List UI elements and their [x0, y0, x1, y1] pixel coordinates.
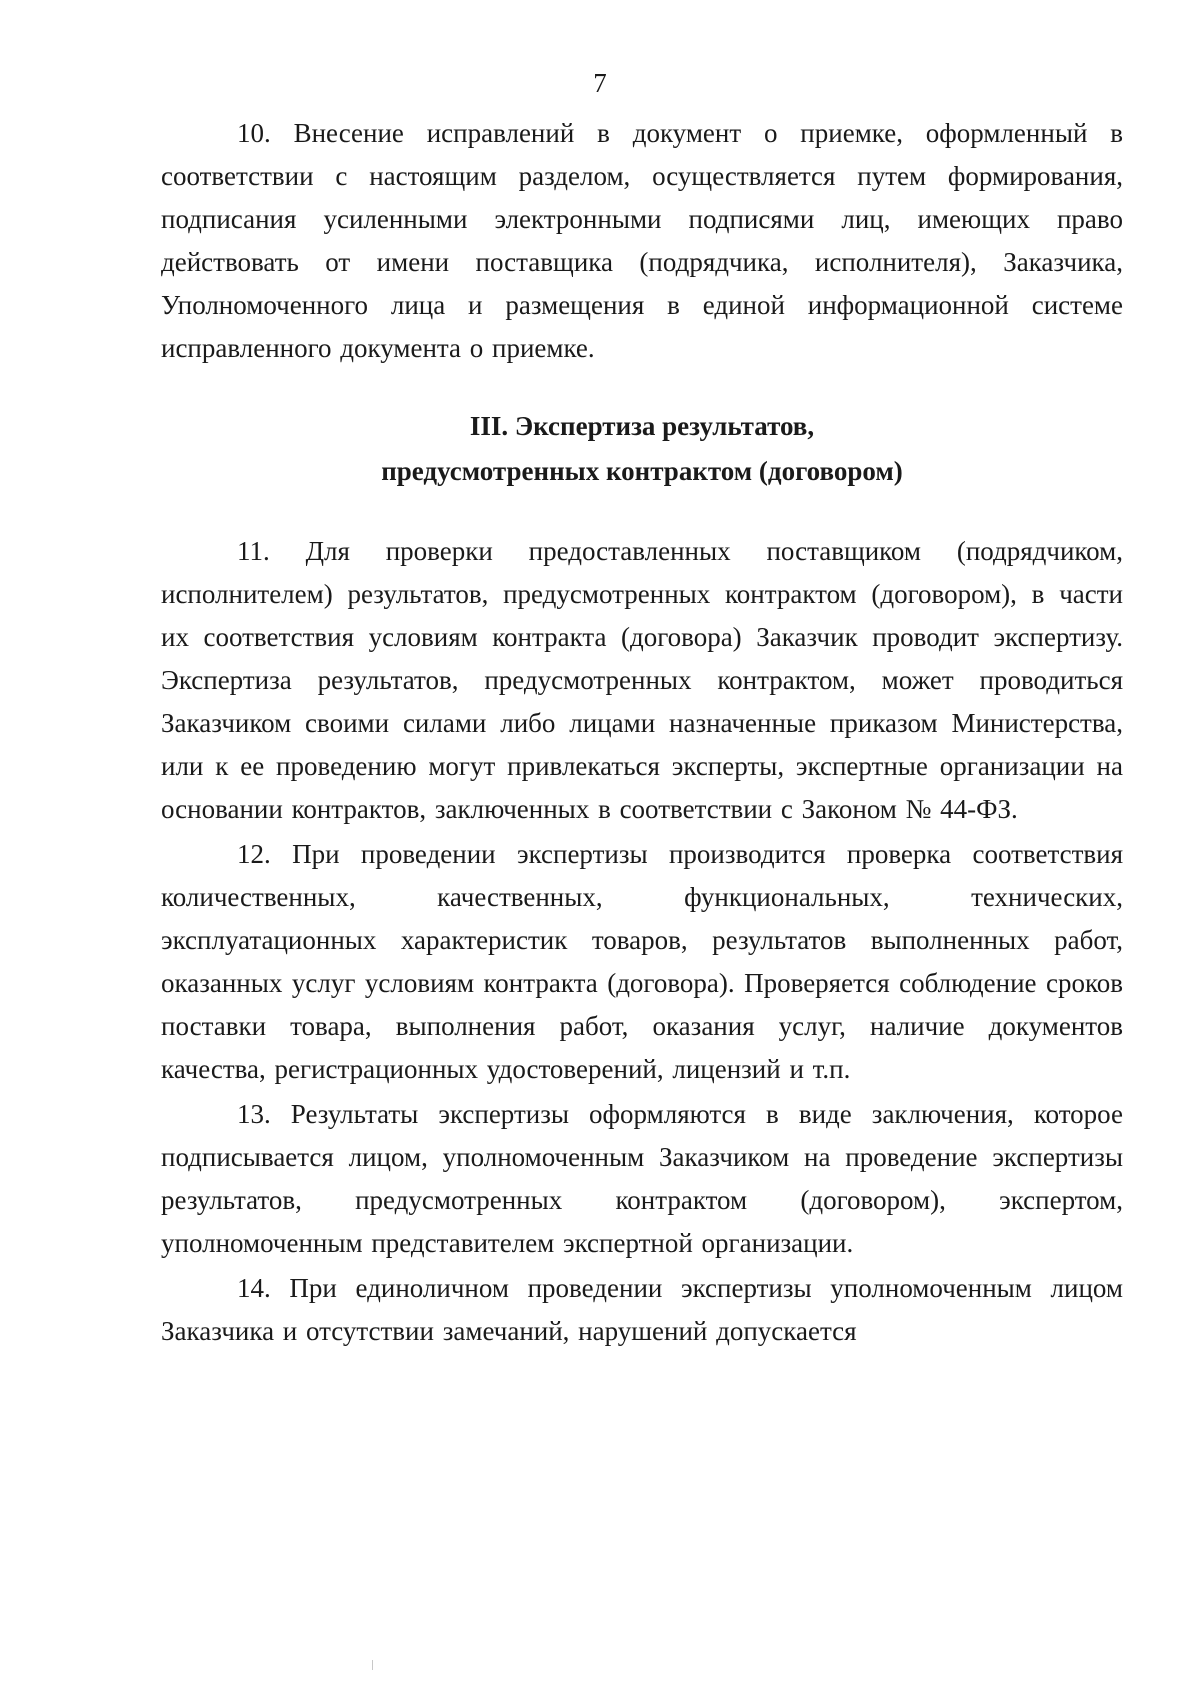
section-heading	[161, 404, 1123, 494]
paragraph-10: 10. Внесение исправлений в документ о приемке, оформленный в соответствии с настоящим разделом, осуществляется путем формирования, подписания усиленными электронными подписями лиц, имеющих право действовать от имени поставщика (подрядчика, исполнителя), Заказчика, Уполномоченного лица и размещения в единой информационной системе исправленного документа о приемке.	[161, 118, 1123, 363]
scan-speck	[372, 1660, 373, 1670]
paragraph-14: 14. При единоличном проведении экспертизы уполномоченным лицом Заказчика и отсутствии замечаний, нарушений допускается	[161, 1273, 1123, 1346]
paragraph-13: 13. Результаты экспертизы оформляются в виде заключения, которое подписывается лицом, уполномоченным Заказчиком на проведение экспертизы результатов, предусмотренных контрактом (договором), экспертом, уполномоченным представителем экспертной организации.	[161, 1099, 1123, 1258]
section-title-line-2: предусмотренных контрактом (договором)	[381, 456, 903, 486]
page-number: 7	[593, 68, 607, 98]
document-body	[161, 112, 1123, 1355]
section-title-line-1: III. Экспертиза результатов,	[469, 411, 815, 441]
paragraph-11: 11. Для проверки предоставленных поставщиком (подрядчиком, исполнителем) результатов, предусмотренных контрактом (договором), в части их соответствия условиям контракта (договора) Заказчик проводит экспертизу. Экспертиза результатов, предусмотренных контрактом, может проводиться Заказчиком своими силами либо лицами назначенные приказом Министерства, или к ее проведению могут привлекаться эксперты, экспертные организации на основании контрактов, заключенных в соответствии с Законом № 44-ФЗ.	[161, 536, 1123, 824]
paragraph-12: 12. При проведении экспертизы производится проверка соответствия количественных, качественных, функциональных, технических, эксплуатационных характеристик товаров, результатов выполненных работ, оказанных услуг условиям контракта (договора). Проверяется соблюдение сроков поставки товара, выполнения работ, оказания услуг, наличие документов качества, регистрационных удостоверений, лицензий и т.п.	[161, 839, 1123, 1084]
